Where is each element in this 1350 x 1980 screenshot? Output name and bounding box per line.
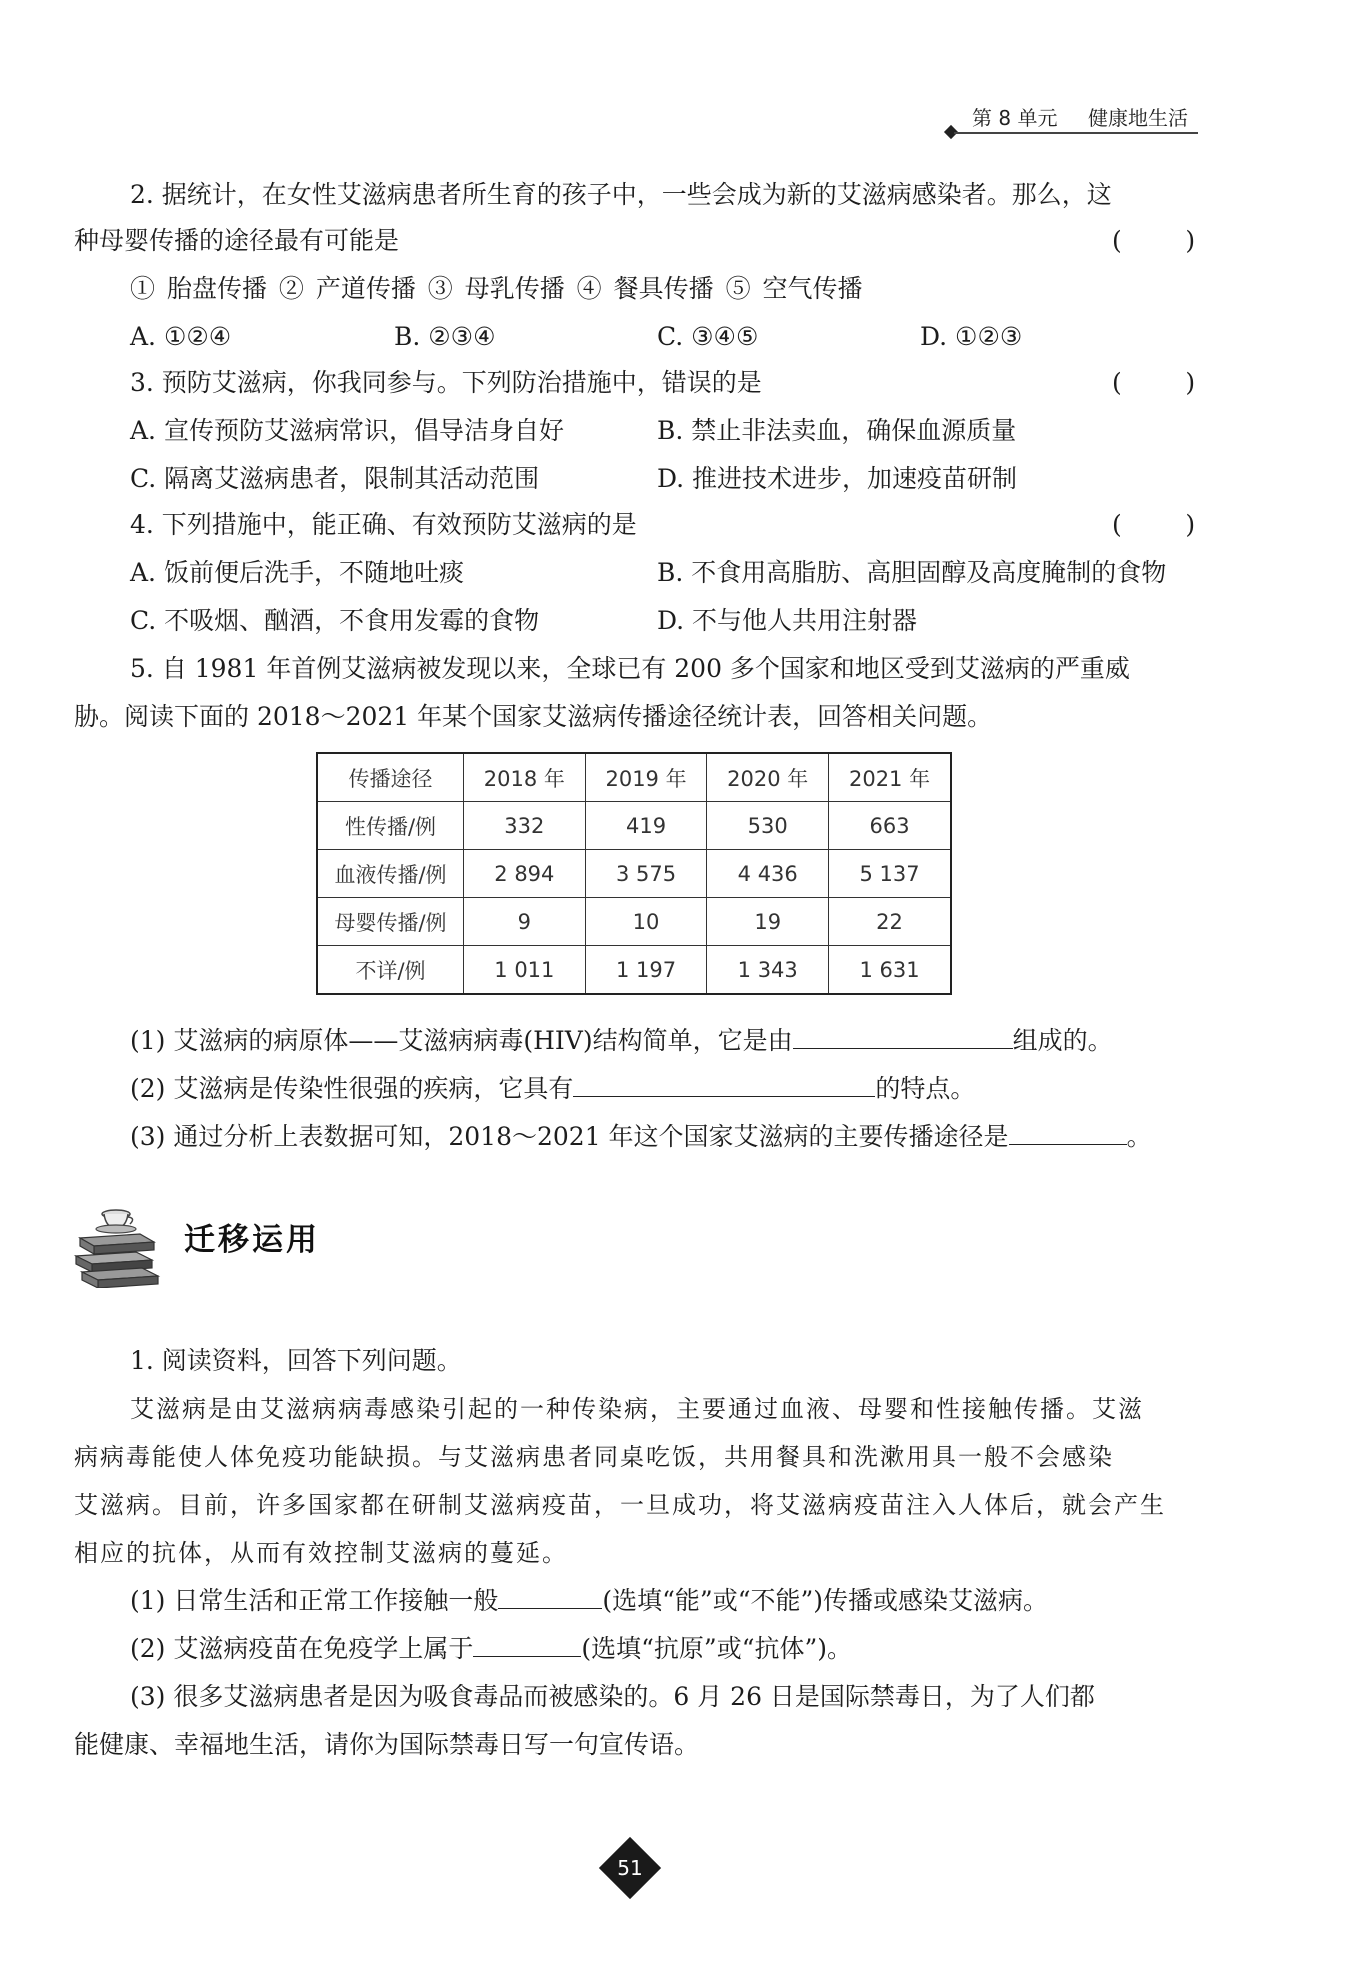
table-cell: 22 [829,898,951,946]
q5-sub1-text: (1) 艾滋病的病原体——艾滋病病毒(HIV)结构简单，它是由 [130,1026,793,1055]
table-cell: 1 631 [829,946,951,995]
t1-sub1-tail: (选填“能”或“不能”)传播或感染艾滋病。 [602,1586,1049,1615]
table-cell: 1 197 [585,946,707,995]
q2-option-b: B. ②③④ [394,322,496,351]
chapter-title: 健康地生活 [1088,106,1188,130]
q5-sub1-tail: 组成的。 [1012,1026,1113,1055]
q5-sub2-text: (2) 艾滋病是传染性很强的疾病，它具有 [130,1074,574,1103]
q5-sub1 [130,1024,1113,1058]
q2-option-d: D. ①②③ [920,322,1023,351]
q2-route-items: ① 胎盘传播 ② 产道传播 ③ 母乳传播 ④ 餐具传播 ⑤ 空气传播 [130,274,863,303]
table-row [317,802,951,850]
q5-stem-line2: 胁。阅读下面的 2018～2021 年某个国家艾滋病传播途径统计表，回答相关问题。 [74,702,993,731]
unit-label: 第 8 单元 [972,106,1058,130]
table-cell: 5 137 [829,850,951,898]
t1-reading-line2: 病病毒能使人体免疫功能缺损。与艾滋病患者同桌吃饭，共用餐具和洗漱用具一般不会感染 [74,1443,1114,1471]
table-cell: 1 011 [464,946,586,995]
transmission-statistics-table [316,752,952,995]
q5-sub3-tail: 。 [1126,1122,1152,1151]
t1-sub2-text: (2) 艾滋病疫苗在免疫学上属于 [130,1634,474,1663]
q5-sub3-blank[interactable] [1009,1120,1127,1145]
q2-stem-line1: 2. 据统计，在女性艾滋病患者所生育的孩子中，一些会成为新的艾滋病感染者。那么，这 [130,180,1112,209]
q5-sub2-blank[interactable] [573,1072,875,1097]
q5-sub1-blank[interactable] [793,1024,1013,1049]
q4-answer-bracket: ( ) [1112,510,1196,539]
t1-stem: 1. 阅读资料，回答下列问题。 [130,1346,462,1375]
q3-option-a: A. 宣传预防艾滋病常识，倡导洁身自好 [130,416,564,445]
q3-option-c: C. 隔离艾滋病患者，限制其活动范围 [130,464,540,493]
header-rule [954,132,1198,134]
table-cell: 19 [707,898,829,946]
t1-sub3-line2: 能健康、幸福地生活，请你为国际禁毒日写一句宣传语。 [74,1730,700,1759]
t1-sub1-blank[interactable] [498,1584,602,1609]
t1-sub1 [130,1584,1048,1618]
q2-option-c: C. ③④⑤ [657,322,759,351]
t1-reading-line1: 艾滋病是由艾滋病病毒感染引起的一种传染病，主要通过血液、母婴和性接触传播。艾滋 [130,1395,1144,1423]
table-row-label: 血液传播/例 [317,850,464,898]
table-cell: 9 [464,898,586,946]
t1-reading-line4: 相应的抗体，从而有效控制艾滋病的蔓延。 [74,1539,568,1567]
table-header-cell: 2021 年 [829,753,951,802]
table-cell: 2 894 [464,850,586,898]
page-number: 51 [617,1856,643,1880]
q5-sub3-text: (3) 通过分析上表数据可知，2018～2021 年这个国家艾滋病的主要传播途径是 [130,1122,1009,1151]
table-cell: 3 575 [585,850,707,898]
table-header-cell: 传播途径 [317,753,464,802]
q3-stem: 3. 预防艾滋病，你我同参与。下列防治措施中，错误的是 [130,368,762,397]
q4-option-d: D. 不与他人共用注射器 [657,606,918,635]
q4-option-a: A. 饭前便后洗手，不随地吐痰 [130,558,464,587]
t1-sub3-line1: (3) 很多艾滋病患者是因为吸食毒品而被感染的。6 月 26 日是国际禁毒日，为了人们都 [130,1682,1095,1711]
table-row-label: 不详/例 [317,946,464,995]
table-row-label: 母婴传播/例 [317,898,464,946]
q5-sub3 [130,1120,1152,1154]
q2-option-a: A. ①②④ [130,322,232,351]
table-row [317,898,951,946]
q4-option-c: C. 不吸烟、酗酒，不食用发霉的食物 [130,606,540,635]
q3-option-d: D. 推进技术进步，加速疫苗研制 [657,464,1018,493]
table-header-cell: 2020 年 [707,753,829,802]
q5-stem-line1: 5. 自 1981 年首例艾滋病被发现以来，全球已有 200 多个国家和地区受到艾滋病的严重威 [130,654,1130,683]
table-cell: 530 [707,802,829,850]
q4-stem: 4. 下列措施中，能正确、有效预防艾滋病的是 [130,510,637,539]
t1-sub1-text: (1) 日常生活和正常工作接触一般 [130,1586,499,1615]
t1-sub2-tail: (选填“抗原”或“抗体”)。 [581,1634,853,1663]
table-header-row [317,753,951,802]
q2-answer-bracket: ( ) [1112,226,1196,255]
table-row [317,946,951,995]
q4-option-b: B. 不食用高脂肪、高胆固醇及高度腌制的食物 [657,558,1167,587]
q3-answer-bracket: ( ) [1112,368,1196,397]
table-cell: 4 436 [707,850,829,898]
table-header-cell: 2019 年 [585,753,707,802]
q5-sub2-tail: 的特点。 [875,1074,976,1103]
table-header-cell: 2018 年 [464,753,586,802]
table-cell: 1 343 [707,946,829,995]
t1-sub2 [130,1632,852,1666]
q3-option-b: B. 禁止非法卖血，确保血源质量 [657,416,1017,445]
table-row [317,850,951,898]
t1-sub2-blank[interactable] [473,1632,581,1657]
q2-stem-line2: 种母婴传播的途径最有可能是 [74,226,400,255]
table-cell: 10 [585,898,707,946]
table-cell: 332 [464,802,586,850]
table-row-label: 性传播/例 [317,802,464,850]
books-coffee-icon [70,1198,166,1292]
t1-reading-line3: 艾滋病。目前，许多国家都在研制艾滋病疫苗，一旦成功，将艾滋病疫苗注入人体后，就会产生 [74,1491,1166,1519]
q5-sub2 [130,1072,975,1106]
table-cell: 419 [585,802,707,850]
table-cell: 663 [829,802,951,850]
section-title: 迁移运用 [184,1222,320,1258]
